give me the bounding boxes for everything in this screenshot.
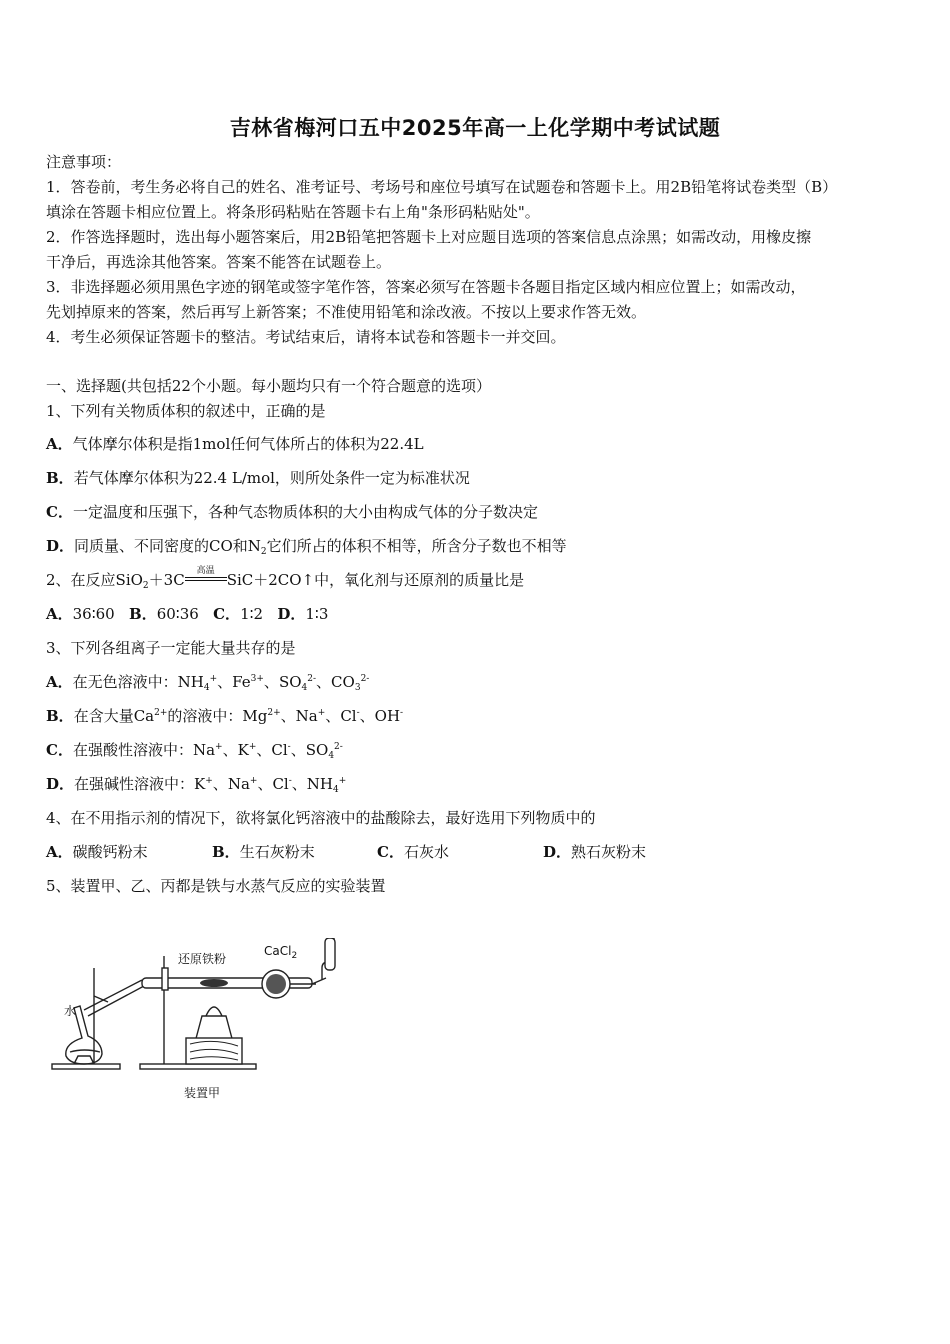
label-cacl2: [264, 944, 298, 961]
section-heading: 一、选择题(共包括22个小题。每小题均只有一个符合题意的选项）: [46, 377, 491, 395]
ion: NH: [177, 673, 204, 691]
charge: 2-: [334, 742, 343, 752]
option-label: B．: [46, 469, 74, 487]
subscript: 4: [333, 785, 339, 795]
separator: 、: [316, 673, 332, 691]
charge: 2-: [360, 674, 370, 684]
separator: 、: [291, 775, 307, 793]
notice-line: 2．作答选择题时，选出每小题答案后，用2B铅笔把答题卡上对应题目选项的答案信息点涂黑；如需改动，用橡皮擦: [46, 228, 812, 246]
charge: 2+: [267, 708, 281, 718]
option-text: 气体摩尔体积是指1mol任何气体所占的体积为22.4L: [72, 435, 424, 453]
label-text: CaCl: [264, 944, 292, 958]
notice-line: 先划掉原来的答案，然后再写上新答案；不准使用铅笔和涂改液。不按以上要求作答无效。: [46, 303, 647, 321]
notice-line: 4．考生必须保证答题卡的整洁。考试结束后，请将本试卷和答题卡一并交回。: [46, 328, 566, 346]
option-text: 36∶60: [72, 605, 115, 623]
separator: 、: [257, 775, 273, 793]
separator: 、: [290, 741, 306, 759]
option-text: 它们所占的体积不相等，所含分子数也不相等: [266, 537, 567, 555]
question-4-option-d: [543, 842, 646, 862]
option-label: D．: [46, 537, 75, 555]
option-text: 在强碱性溶液中：: [74, 775, 195, 793]
charge: +: [317, 708, 326, 718]
question-4-option-c: [377, 842, 449, 862]
option-label: C．: [213, 605, 241, 623]
ion: Na: [192, 741, 216, 759]
apparatus-figure: [44, 938, 374, 1108]
page-title: 吉林省梅河口五中2025年高一上化学期中考试试题: [229, 116, 721, 140]
question-4-stem: 4、在不用指示剂的情况下，欲将氯化钙溶液中的盐酸除去，最好选用下列物质中的: [46, 809, 596, 827]
charge: 2+: [154, 708, 168, 718]
option-text: 1∶3: [305, 605, 329, 623]
ion: Fe: [232, 673, 251, 691]
charge: 2-: [307, 674, 317, 684]
reaction-condition: [185, 566, 227, 584]
option-label: B．: [46, 707, 74, 725]
question-3-option-a: [46, 672, 369, 692]
option-text: 同质量、不同密度的CO和N: [74, 537, 261, 555]
separator: 、: [325, 707, 341, 725]
option-label: B．: [212, 843, 240, 861]
option-label: A．: [46, 605, 73, 623]
figure-caption: 装置甲: [184, 1086, 221, 1100]
option-label: D．: [543, 843, 572, 861]
option-label: C．: [377, 843, 404, 861]
option-text: 在无色溶液中：: [72, 673, 178, 691]
separator: 、: [263, 673, 279, 691]
question-3-option-d: [46, 774, 346, 794]
charge: -: [288, 776, 292, 786]
option-text: 碳酸钙粉末: [72, 843, 148, 861]
option-label: C．: [46, 503, 73, 521]
question-3-stem: 3、下列各组离子一定能大量共存的是: [46, 639, 296, 657]
subscript: 4: [301, 683, 308, 693]
charge: +: [209, 674, 218, 684]
subscript: 4: [203, 683, 210, 693]
option-label: B．: [129, 605, 157, 623]
ion: Mg: [242, 707, 268, 725]
ion: K: [194, 775, 206, 793]
question-4-option-b: [212, 842, 315, 862]
option-text: 生石灰粉末: [239, 843, 315, 861]
ion: Cl: [272, 775, 289, 793]
option-text: 熟石灰粉末: [571, 843, 647, 861]
option-text: 一定温度和压强下，各种气态物质体积的大小由构成气体的分子数决定: [72, 503, 538, 521]
option-text: 在含大量Ca: [73, 707, 155, 725]
label-iron-powder: 还原铁粉: [178, 952, 227, 966]
charge: -: [287, 742, 291, 752]
ion: CO: [331, 673, 355, 691]
label-water: 水: [64, 1004, 77, 1018]
notice-line: 干净后，再选涂其他答案。答案不能答在试题卷上。: [46, 253, 392, 271]
charge: 3+: [250, 674, 264, 684]
charge: +: [249, 776, 258, 786]
stem-text: 2、在反应SiO: [46, 571, 143, 589]
subscript: 2: [260, 547, 267, 557]
question-3-option-c: [46, 740, 343, 760]
question-2-options: [46, 604, 328, 624]
ion: OH: [374, 707, 401, 725]
option-text: 若气体摩尔体积为22.4 L/mol，则所处条件一定为标准状况: [73, 469, 470, 487]
charge: -: [400, 708, 404, 718]
charge: +: [248, 742, 257, 752]
option-label: C．: [46, 741, 73, 759]
subscript: 3: [354, 683, 361, 693]
condition-label: 高温: [196, 566, 215, 576]
question-1-option-c: [46, 502, 538, 522]
option-label: A．: [46, 843, 73, 861]
stem-text: ＋3C: [148, 571, 185, 589]
separator: 、: [359, 707, 375, 725]
ion: Na: [227, 775, 250, 793]
option-text: 60∶36: [156, 605, 199, 623]
separator: 、: [222, 741, 238, 759]
option-label: A．: [46, 435, 73, 453]
separator: 、: [280, 707, 296, 725]
option-label: D．: [277, 605, 306, 623]
separator: 、: [217, 673, 233, 691]
subscript: 2: [291, 951, 298, 961]
question-2-stem: [46, 566, 525, 591]
ion: NH: [306, 775, 334, 793]
option-text: 在强酸性溶液中：: [72, 741, 193, 759]
separator: 、: [212, 775, 228, 793]
option-label: D．: [46, 775, 75, 793]
ion: SO: [278, 673, 302, 691]
option-text: 的溶液中：: [167, 707, 243, 725]
question-4-option-a: [46, 842, 148, 862]
question-3-option-b: [46, 706, 403, 726]
ion: SO: [305, 741, 329, 759]
ion: Na: [295, 707, 318, 725]
option-text: 1∶2: [240, 605, 264, 623]
ion: Cl: [271, 741, 288, 759]
question-1-option-a: [46, 434, 424, 454]
subscript: 2: [142, 581, 149, 591]
notice-line: 3．非选择题必须用黑色字迹的钢笔或签字笔作答，答案必须写在答题卡各题目指定区域内相应位置上；如需改动，: [46, 278, 806, 296]
separator: 、: [256, 741, 272, 759]
charge: +: [205, 776, 213, 786]
option-text: 石灰水: [403, 843, 449, 861]
subscript: 4: [328, 751, 335, 761]
question-1-option-d: [46, 536, 567, 556]
stem-text: SiC＋2CO↑中，氧化剂与还原剂的质量比是: [226, 571, 525, 589]
notice-line: 填涂在答题卡相应位置上。将条形码粘贴在答题卡右上角"条形码粘贴处"。: [46, 203, 540, 221]
charge: -: [356, 708, 360, 718]
option-label: A．: [46, 673, 73, 691]
question-1-option-b: [46, 468, 470, 488]
ion: Cl: [340, 707, 357, 725]
ion: K: [237, 741, 249, 759]
notice-header: 注意事项：: [46, 153, 122, 171]
charge: +: [215, 742, 223, 752]
charge: +: [338, 776, 347, 786]
question-1-stem: 1、下列有关物质体积的叙述中，正确的是: [46, 402, 326, 420]
question-5-stem: 5、装置甲、乙、丙都是铁与水蒸气反应的实验装置: [46, 877, 386, 895]
notice-line: 1．答卷前，考生务必将自己的姓名、准考证号、考场号和座位号填写在试题卷和答题卡上。用2B铅笔将试卷类型（B）: [46, 178, 838, 196]
